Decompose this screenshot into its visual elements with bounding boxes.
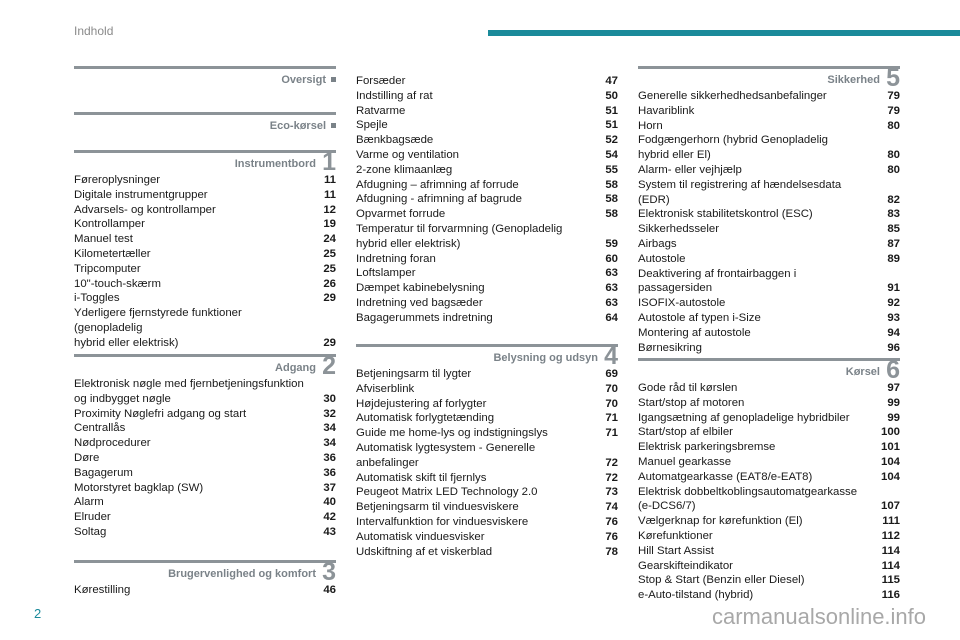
entry-title: Horn — [638, 119, 663, 132]
section-square-icon — [331, 123, 336, 128]
entry-title: Kørestilling — [74, 584, 131, 596]
entry-title: Børnesikring — [638, 341, 702, 354]
toc-entry[interactable] — [638, 440, 900, 455]
toc-entry[interactable] — [356, 163, 618, 178]
entry-title: Elruder — [74, 511, 111, 524]
header-accent-bar — [488, 30, 960, 36]
entry-title: Afdugning – afrimning af forrude — [356, 178, 519, 191]
toc-entry[interactable] — [356, 500, 618, 515]
entry-page-number: 58 — [605, 208, 618, 221]
toc-entry[interactable] — [356, 281, 618, 296]
toc-entry[interactable] — [356, 133, 618, 148]
toc-entry[interactable] — [638, 588, 900, 603]
toc-entry[interactable] — [356, 397, 618, 412]
entry-page-number: 71 — [605, 412, 618, 425]
entry-page-number: 52 — [605, 134, 618, 147]
entry-page-number: 58 — [605, 193, 618, 206]
entry-title: Bagagerummets indretning — [356, 311, 493, 324]
toc-entry[interactable] — [638, 237, 900, 252]
entry-title: Elektronisk nøgle med fjernbetjeningsfunktion — [74, 378, 304, 390]
toc-entry[interactable] — [638, 559, 900, 574]
entry-page-number: 78 — [605, 545, 618, 558]
toc-entry[interactable] — [74, 525, 336, 540]
page-number: 2 — [34, 606, 42, 621]
toc-entry[interactable] — [74, 203, 336, 218]
entry-title: Start/stop af elbiler — [638, 426, 733, 439]
entry-title: Centrallås — [74, 422, 126, 435]
entry-title: Elektrisk parkeringsbremse — [638, 441, 776, 454]
entry-title: Automatgearkasse (EAT8/e-EAT8) — [638, 470, 813, 483]
toc-entry[interactable] — [638, 104, 900, 119]
entry-title: Generelle sikkerhedhedsanbefalinger — [638, 90, 827, 102]
entry-title: Digitale instrumentgrupper — [74, 188, 208, 201]
entry-title: Afdugning - afrimning af bagrude — [356, 193, 522, 206]
entry-page-number: 12 — [323, 203, 336, 216]
toc-entry[interactable] — [638, 381, 900, 396]
section-rule — [74, 354, 336, 357]
entry-title: Alarm- eller vejhjælp — [638, 163, 742, 176]
watermark: carmanualsonline.info — [712, 604, 927, 629]
entry-page-number: 85 — [887, 223, 900, 236]
entry-title: Forsæder — [356, 75, 406, 87]
toc-entry[interactable] — [638, 396, 900, 411]
toc-section — [356, 344, 618, 559]
entry-title: Igangsætning af genopladelige hybridbiler — [638, 411, 850, 424]
section-header — [74, 558, 336, 586]
entry-page-number: 89 — [887, 252, 900, 265]
entry-title: Alarm — [74, 496, 104, 509]
entry-title: Afviserblink — [356, 382, 415, 395]
section-title: Brugervenlighed og komfort — [168, 568, 316, 580]
section-number: 5 — [886, 64, 900, 92]
entry-title: Stop & Start (Benzin eller Diesel) — [638, 574, 805, 587]
entry-page-number: 74 — [605, 501, 618, 514]
toc-entry[interactable] — [638, 133, 900, 148]
entry-title: i-Toggles — [74, 292, 120, 305]
toc-entry[interactable] — [356, 104, 618, 119]
toc-entry[interactable] — [638, 425, 900, 440]
entry-title: Motorstyret bagklap (SW) — [74, 481, 204, 494]
entry-title: Havariblink — [638, 104, 695, 117]
toc-section — [638, 66, 900, 355]
toc-entry[interactable] — [638, 529, 900, 544]
entry-page-number: 104 — [880, 455, 900, 468]
entry-page-number: 94 — [887, 326, 900, 339]
entry-title: Montering af autostole — [638, 326, 751, 339]
entry-title: Deaktivering af frontairbaggen i passagersiden — [638, 267, 797, 295]
toc-entry[interactable] — [74, 481, 336, 496]
section-rule — [74, 112, 336, 115]
entry-page-number: 83 — [887, 208, 900, 221]
section-title: Kørsel — [845, 366, 880, 378]
section-rule — [74, 66, 336, 69]
entry-title: Automatisk skift til fjernlys — [356, 471, 487, 484]
toc-entry[interactable] — [356, 530, 618, 545]
entry-title: Automatisk vinduesvisker — [356, 530, 485, 543]
entry-title: Manuel test — [74, 233, 133, 246]
entry-title: System til registrering af hændelsesdata — [638, 178, 842, 191]
toc-entry[interactable] — [638, 311, 900, 326]
section-title: Instrumentbord — [234, 158, 316, 170]
entry-title: Elektronisk stabilitetskontrol (ESC) — [638, 208, 813, 221]
entry-page-number: 36 — [323, 466, 336, 479]
section-header — [74, 112, 336, 134]
toc-entry[interactable] — [356, 252, 618, 267]
entry-title: og indbygget nøgle — [74, 392, 171, 405]
toc-entry[interactable] — [74, 277, 336, 292]
entry-title: hybrid eller elektrisk) — [356, 237, 461, 250]
entry-title: Opvarmet forrude — [356, 208, 446, 221]
entry-title: Autostole af typen i-Size — [638, 311, 761, 324]
toc-entry[interactable] — [74, 262, 336, 277]
toc-entry[interactable] — [356, 471, 618, 486]
section-header — [74, 66, 336, 88]
toc-entry[interactable] — [638, 455, 900, 470]
entry-page-number: 64 — [605, 311, 618, 324]
toc-entry[interactable] — [356, 545, 618, 560]
entry-title: Spejle — [356, 119, 388, 132]
entry-page-number: 96 — [887, 341, 900, 354]
section-header — [74, 148, 336, 176]
entry-title: Højdejustering af forlygter — [356, 397, 487, 410]
entry-page-number: 34 — [323, 437, 336, 450]
entry-title: Fodgængerhorn (hybrid Genopladelig — [638, 134, 828, 147]
toc-entry[interactable] — [356, 266, 618, 281]
toc-entry[interactable] — [356, 426, 618, 441]
toc-entry[interactable] — [638, 514, 900, 529]
entry-title: Peugeot Matrix LED Technology 2.0 — [356, 486, 538, 499]
section-header — [638, 64, 900, 92]
toc-entry[interactable] — [74, 173, 336, 188]
toc-entry[interactable] — [74, 583, 336, 598]
toc-entry[interactable] — [356, 515, 618, 530]
toc-entry[interactable] — [356, 441, 618, 456]
entry-page-number: 19 — [323, 218, 336, 231]
section-title: Oversigt — [281, 74, 326, 86]
toc-entry[interactable] — [356, 89, 618, 104]
entry-page-number: 51 — [605, 104, 618, 117]
entry-page-number: 112 — [881, 529, 900, 542]
toc-section — [74, 150, 336, 351]
entry-title: Yderligere fjernstyrede funktioner (genopladelig — [74, 307, 242, 334]
toc-entry[interactable] — [356, 311, 618, 326]
entry-page-number: 71 — [605, 427, 618, 440]
entry-title: Sikkerhedsseler — [638, 223, 720, 236]
entry-page-number: 37 — [323, 481, 336, 494]
toc-entry[interactable] — [74, 306, 336, 336]
entry-page-number: 97 — [887, 382, 900, 394]
section-header — [638, 356, 900, 384]
toc-entry[interactable] — [638, 252, 900, 267]
entry-title: Gearskifteindikator — [638, 559, 733, 572]
toc-entry[interactable] — [356, 411, 618, 426]
entry-title: Varme og ventilation — [356, 148, 459, 161]
entry-title: Hill Start Assist — [638, 544, 714, 557]
entry-page-number: 104 — [880, 470, 900, 483]
toc-entry[interactable] — [74, 421, 336, 436]
entry-page-number: 100 — [880, 426, 900, 439]
entry-page-number: 76 — [605, 515, 618, 528]
entry-page-number: 59 — [605, 237, 618, 250]
entry-page-number: 11 — [323, 188, 336, 201]
toc-entry[interactable] — [638, 296, 900, 311]
toc-entry[interactable] — [356, 178, 618, 193]
entry-title: Kilometertæller — [74, 247, 151, 260]
entry-page-number: 29 — [323, 336, 336, 349]
entry-page-number: 91 — [887, 282, 900, 295]
toc-section — [74, 560, 336, 598]
entry-page-number: 82 — [887, 193, 900, 206]
section-rule — [638, 358, 900, 361]
entry-title: Soltag — [74, 525, 107, 538]
toc-entry[interactable] — [638, 89, 900, 104]
toc-entry[interactable] — [638, 544, 900, 559]
entry-page-number: 25 — [323, 262, 336, 275]
entry-page-number: 79 — [887, 104, 900, 117]
toc-section — [356, 74, 618, 326]
entry-page-number: 30 — [323, 392, 336, 405]
section-rule — [356, 344, 618, 347]
entry-page-number: 47 — [605, 75, 618, 87]
toc-entry[interactable] — [356, 296, 618, 311]
entry-page-number: 115 — [881, 574, 900, 587]
entry-title: e-Auto-tilstand (hybrid) — [638, 589, 754, 602]
toc-entry[interactable] — [638, 573, 900, 588]
entry-title: hybrid eller El) — [638, 149, 711, 162]
toc-entry[interactable] — [356, 74, 618, 89]
entry-title: Indretning foran — [356, 252, 436, 265]
toc-entry[interactable] — [74, 336, 336, 351]
entry-page-number: 60 — [605, 252, 618, 265]
entry-page-number: 42 — [323, 511, 336, 524]
toc-entry[interactable] — [638, 499, 900, 514]
section-square-icon — [331, 77, 336, 82]
entry-title: Airbags — [638, 237, 677, 250]
toc-entry[interactable] — [356, 118, 618, 133]
toc-entry[interactable] — [638, 341, 900, 356]
entry-title: Dæmpet kabinebelysning — [356, 282, 485, 295]
entry-page-number: 116 — [881, 589, 900, 602]
entry-title: ISOFIX-autostole — [638, 297, 726, 310]
entry-page-number: 25 — [323, 247, 336, 260]
entry-page-number: 24 — [323, 233, 336, 246]
entry-page-number: 63 — [605, 282, 618, 295]
entry-page-number: 101 — [880, 441, 900, 454]
toc-entry[interactable] — [638, 470, 900, 485]
toc-section — [74, 354, 336, 540]
section-header — [74, 352, 336, 380]
entry-page-number: 80 — [887, 149, 900, 162]
toc-entry[interactable] — [638, 222, 900, 237]
entry-title: Start/stop af motoren — [638, 396, 745, 409]
entry-page-number: 26 — [323, 277, 336, 290]
entry-page-number: 92 — [887, 297, 900, 310]
entry-title: Indstilling af rat — [356, 89, 433, 102]
entry-title: Automatisk forlygtetænding — [356, 412, 495, 425]
section-number: 2 — [322, 352, 336, 380]
entry-page-number: 70 — [605, 382, 618, 395]
entry-title: anbefalinger — [356, 456, 419, 469]
entry-title: Bagagerum — [74, 466, 133, 479]
section-rule — [74, 150, 336, 153]
entry-page-number: 43 — [323, 525, 336, 538]
toc-entry[interactable] — [74, 510, 336, 525]
toc-entry[interactable] — [74, 217, 336, 232]
entry-title: 2-zone klimaanlæg — [356, 163, 453, 176]
toc-entry[interactable] — [74, 188, 336, 203]
entry-title: 10"-touch-skærm — [74, 277, 161, 290]
entry-page-number: 69 — [605, 368, 618, 380]
section-title: Eco-kørsel — [269, 120, 326, 132]
toc-entry[interactable] — [74, 466, 336, 481]
toc-entry[interactable] — [638, 178, 900, 193]
section-title: Sikkerhed — [827, 74, 880, 86]
entry-page-number: 36 — [323, 451, 336, 464]
entry-title: Bænkbagsæde — [356, 134, 434, 147]
entry-page-number: 70 — [605, 397, 618, 410]
entry-page-number: 72 — [605, 471, 618, 484]
entry-title: Indretning ved bagsæder — [356, 296, 483, 309]
entry-page-number: 50 — [605, 89, 618, 102]
entry-page-number: 80 — [887, 163, 900, 176]
toc-section — [74, 66, 336, 89]
entry-title: Advarsels- og kontrollamper — [74, 203, 216, 216]
entry-title: Vælgerknap for kørefunktion (El) — [638, 515, 803, 528]
toc-entry[interactable] — [638, 163, 900, 178]
toc-entry[interactable] — [638, 119, 900, 134]
entry-page-number: 87 — [887, 237, 900, 250]
entry-title: (EDR) — [638, 193, 670, 206]
toc-entry[interactable] — [356, 237, 618, 252]
entry-title: Gode råd til kørslen — [638, 382, 738, 394]
entry-page-number: 63 — [605, 296, 618, 309]
entry-page-number: 46 — [323, 584, 336, 596]
toc-entry[interactable] — [74, 436, 336, 451]
entry-title: Tripcomputer — [74, 262, 141, 275]
toc-section — [638, 358, 900, 603]
section-header — [356, 342, 618, 370]
entry-page-number: 55 — [605, 163, 618, 176]
toc-entry[interactable] — [356, 148, 618, 163]
entry-page-number: 63 — [605, 267, 618, 280]
toc-entry[interactable] — [356, 485, 618, 500]
toc-entry[interactable] — [638, 485, 900, 500]
toc-entry[interactable] — [356, 192, 618, 207]
toc-section — [74, 112, 336, 135]
entry-title: Døre — [74, 451, 100, 464]
toc-entry[interactable] — [74, 451, 336, 466]
entry-page-number: 58 — [605, 178, 618, 191]
entry-page-number: 73 — [605, 486, 618, 499]
toc-entry[interactable] — [638, 207, 900, 222]
entry-page-number: 32 — [323, 407, 336, 420]
entry-title: Føreroplysninger — [74, 174, 161, 186]
toc-entry[interactable] — [638, 326, 900, 341]
entry-page-number: 76 — [605, 530, 618, 543]
toc-entry[interactable] — [74, 232, 336, 247]
section-number: 6 — [886, 356, 900, 384]
toc-entry[interactable] — [356, 456, 618, 471]
section-rule — [74, 560, 336, 563]
toc-entry[interactable] — [74, 291, 336, 306]
toc-entry[interactable] — [356, 222, 618, 237]
entry-page-number: 114 — [881, 544, 900, 557]
section-number: 4 — [604, 342, 618, 370]
toc-entry[interactable] — [638, 411, 900, 426]
toc-entry[interactable] — [638, 193, 900, 208]
entry-page-number: 99 — [887, 411, 900, 424]
entry-title: Autostole — [638, 252, 686, 265]
toc-entry[interactable] — [74, 407, 336, 422]
section-title: Belysning og udsyn — [493, 352, 598, 364]
entry-title: Udskiftning af et viskerblad — [356, 545, 493, 558]
entry-page-number: 54 — [605, 148, 618, 161]
section-number: 1 — [322, 148, 336, 176]
entry-title: Loftslamper — [356, 267, 416, 280]
entry-page-number: 40 — [323, 496, 336, 509]
toc-entry[interactable] — [638, 267, 900, 297]
entry-title: Elektrisk dobbeltkoblingsautomatgearkasse — [638, 485, 858, 498]
entry-page-number: 107 — [880, 500, 900, 513]
entry-page-number: 79 — [887, 90, 900, 102]
entry-title: Betjeningsarm til lygter — [356, 368, 472, 380]
entry-title: Intervalfunktion for vinduesviskere — [356, 515, 529, 528]
entry-page-number: 80 — [887, 119, 900, 132]
entry-page-number: 114 — [881, 559, 900, 572]
entry-page-number: 34 — [323, 422, 336, 435]
entry-title: Kørefunktioner — [638, 529, 713, 542]
header-title: Indhold — [74, 24, 114, 38]
entry-title: Guide me home-lys og indstigningslys — [356, 427, 548, 440]
section-title: Adgang — [275, 362, 316, 374]
entry-page-number: 51 — [605, 119, 618, 132]
toc-entry[interactable] — [638, 148, 900, 163]
section-rule — [638, 66, 900, 69]
entry-title: Automatisk lygtesystem - Generelle — [356, 441, 536, 454]
entry-page-number: 11 — [323, 174, 336, 186]
toc-entry[interactable] — [356, 382, 618, 397]
entry-title: Betjeningsarm til vinduesviskere — [356, 501, 519, 514]
entry-title: hybrid eller elektrisk) — [74, 336, 179, 349]
toc-entry[interactable] — [356, 207, 618, 222]
entry-title: Temperatur til forvarmning (Genopladelig — [356, 222, 563, 235]
entry-title: Ratvarme — [356, 104, 406, 117]
toc-entry[interactable] — [74, 392, 336, 407]
entry-title: Manuel gearkasse — [638, 455, 732, 468]
entry-page-number: 99 — [887, 396, 900, 409]
toc-entry[interactable] — [356, 367, 618, 382]
entry-title: (e-DCS6/7) — [638, 500, 696, 513]
entry-page-number: 93 — [887, 311, 900, 324]
toc-entry[interactable] — [74, 247, 336, 262]
entry-title: Proximity Nøglefri adgang og start — [74, 407, 247, 420]
entry-page-number: 29 — [323, 292, 336, 305]
entry-title: Nødprocedurer — [74, 437, 151, 450]
entry-page-number: 72 — [605, 456, 618, 469]
entry-title: Kontrollamper — [74, 218, 145, 231]
section-number: 3 — [322, 558, 336, 586]
entry-page-number: 111 — [882, 515, 900, 528]
toc-entry[interactable] — [74, 495, 336, 510]
toc-entry[interactable] — [74, 377, 336, 392]
